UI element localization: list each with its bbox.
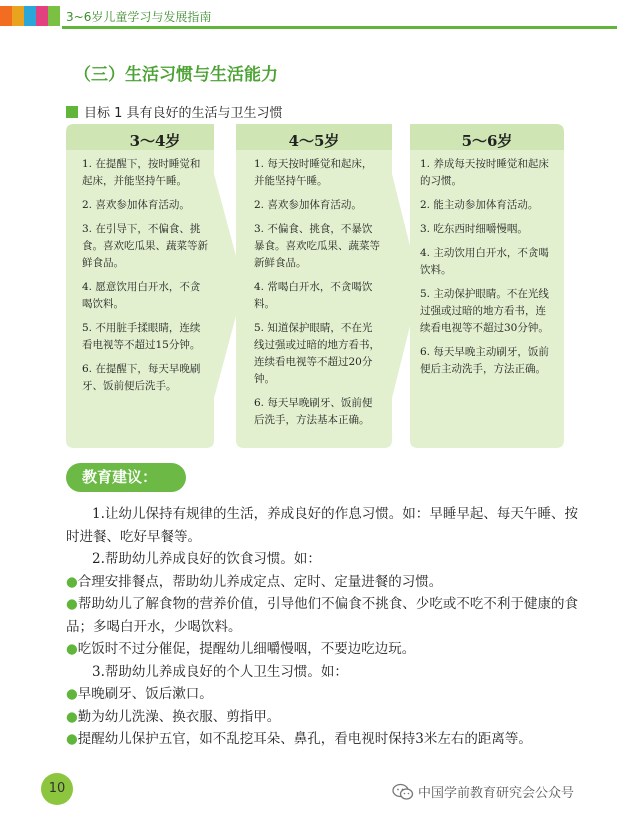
- header-color-bar: [0, 6, 60, 26]
- goal-list: [420, 156, 554, 385]
- bullet-dot-icon: ●: [66, 708, 78, 725]
- list-item: 6. 每天早晚主动刷牙，饭前便后主动洗手，方法正确。: [420, 346, 549, 375]
- list-item: 2. 喜欢参加体育活动。: [254, 199, 362, 211]
- color-swatch: [0, 6, 12, 26]
- list-item: 6. 每天早晚刷牙、饭前便后洗手，方法基本正确。: [254, 397, 373, 426]
- age-label: 5～6岁: [461, 132, 513, 150]
- list-item: 1. 在提醒下，按时睡觉和起床，并能坚持午睡。: [82, 158, 201, 187]
- color-swatch: [48, 6, 60, 26]
- goal-list: [82, 156, 210, 402]
- page-number: 10: [41, 773, 73, 805]
- age-column-5-6: [410, 124, 564, 448]
- bullet-dot-icon: ●: [66, 596, 78, 612]
- color-swatch: [12, 6, 24, 26]
- list-item: 4. 愿意饮用白开水，不贪喝饮料。: [82, 281, 201, 310]
- paragraph: 3.帮助幼儿养成良好的个人卫生习惯。如：: [92, 663, 348, 680]
- age-label: 4～5岁: [288, 132, 340, 150]
- bullet-dot-icon: ●: [66, 731, 78, 747]
- list-item: 1. 每天按时睡觉和起床，并能坚持午睡。: [254, 158, 373, 187]
- list-item: 4. 主动饮用白开水，不贪喝饮料。: [420, 247, 549, 276]
- age-column-3-4: [66, 124, 244, 448]
- watermark-text: 中国学前教育研究会公众号: [418, 786, 575, 801]
- bullet-dot-icon: ●: [66, 573, 78, 590]
- age-label: 3～4岁: [129, 132, 181, 150]
- list-item: 2. 能主动参加体育活动。: [420, 199, 539, 211]
- bullet-paragraph: ●合理安排餐点，帮助幼儿养成定点、定时、定量进餐的习惯。: [66, 573, 443, 590]
- list-item: 6. 在提醒下，每天早晚刷牙、饭前便后洗手。: [82, 363, 201, 392]
- education-suggestions-badge: 教育建议：: [66, 463, 186, 492]
- list-item: 5. 知道保护眼睛，不在光线过强或过暗的地方看书，连续看电视等不超过20分钟。: [254, 322, 380, 385]
- list-item: 3. 不偏食、挑食，不暴饮暴食。喜欢吃瓜果、蔬菜等新鲜食品。: [254, 223, 380, 269]
- list-item: 3. 在引导下，不偏食、挑食。喜欢吃瓜果、蔬菜等新鲜食品。: [82, 223, 208, 269]
- bullet-paragraph: ●勤为幼儿洗澡、换衣服、剪指甲。: [66, 708, 281, 725]
- list-item: 3. 吃东西时细嚼慢咽。: [420, 223, 528, 235]
- bullet-paragraph: ●帮助幼儿了解食物的营养价值，引导他们不偏食不挑食、少吃或不吃不利于健康的食品；多喝白开水，少喝饮料。: [66, 596, 579, 635]
- header-rule: [62, 26, 617, 29]
- goal-list: [254, 156, 382, 436]
- list-item: 2. 喜欢参加体育活动。: [82, 199, 190, 211]
- wechat-icon: [392, 783, 414, 801]
- bullet-dot-icon: ●: [66, 686, 78, 702]
- bullet-paragraph: ●早晚刷牙、饭后漱口。: [66, 686, 213, 702]
- section-title: （三）生活习惯与生活能力: [74, 65, 278, 85]
- list-item: 4. 常喝白开水，不贪喝饮料。: [254, 281, 373, 310]
- watermark: [392, 782, 574, 801]
- paragraph: 1.让幼儿保持有规律的生活，养成良好的作息习惯。如：早睡早起、每天午睡、按时进餐、吃好早餐等。: [66, 506, 578, 545]
- education-suggestions-body: [66, 503, 578, 751]
- color-swatch: [24, 6, 36, 26]
- list-item: 5. 主动保护眼睛。不在光线过强或过暗的地方看书，连续看电视等不超过30分钟。: [420, 288, 549, 334]
- square-bullet-icon: [66, 106, 78, 118]
- paragraph: 2.帮助幼儿养成良好的饮食习惯。如：: [92, 551, 321, 567]
- bullet-dot-icon: ●: [66, 641, 78, 657]
- list-item: 5. 不用脏手揉眼睛，连续看电视等不超过15分钟。: [82, 322, 201, 351]
- bullet-paragraph: ●吃饭时不过分催促，提醒幼儿细嚼慢咽，不要边吃边玩。: [66, 641, 416, 657]
- goal-text: 目标 1 具有良好的生活与卫生习惯: [84, 106, 283, 121]
- bullet-paragraph: ●提醒幼儿保护五官，如不乱挖耳朵、鼻孔，看电视时保持3米左右的距离等。: [66, 731, 532, 747]
- color-swatch: [36, 6, 48, 26]
- list-item: 1. 养成每天按时睡觉和起床的习惯。: [420, 158, 549, 187]
- goal-heading: [66, 102, 283, 121]
- running-header-title: 3~6岁儿童学习与发展指南: [66, 10, 212, 24]
- age-column-4-5: [236, 124, 420, 448]
